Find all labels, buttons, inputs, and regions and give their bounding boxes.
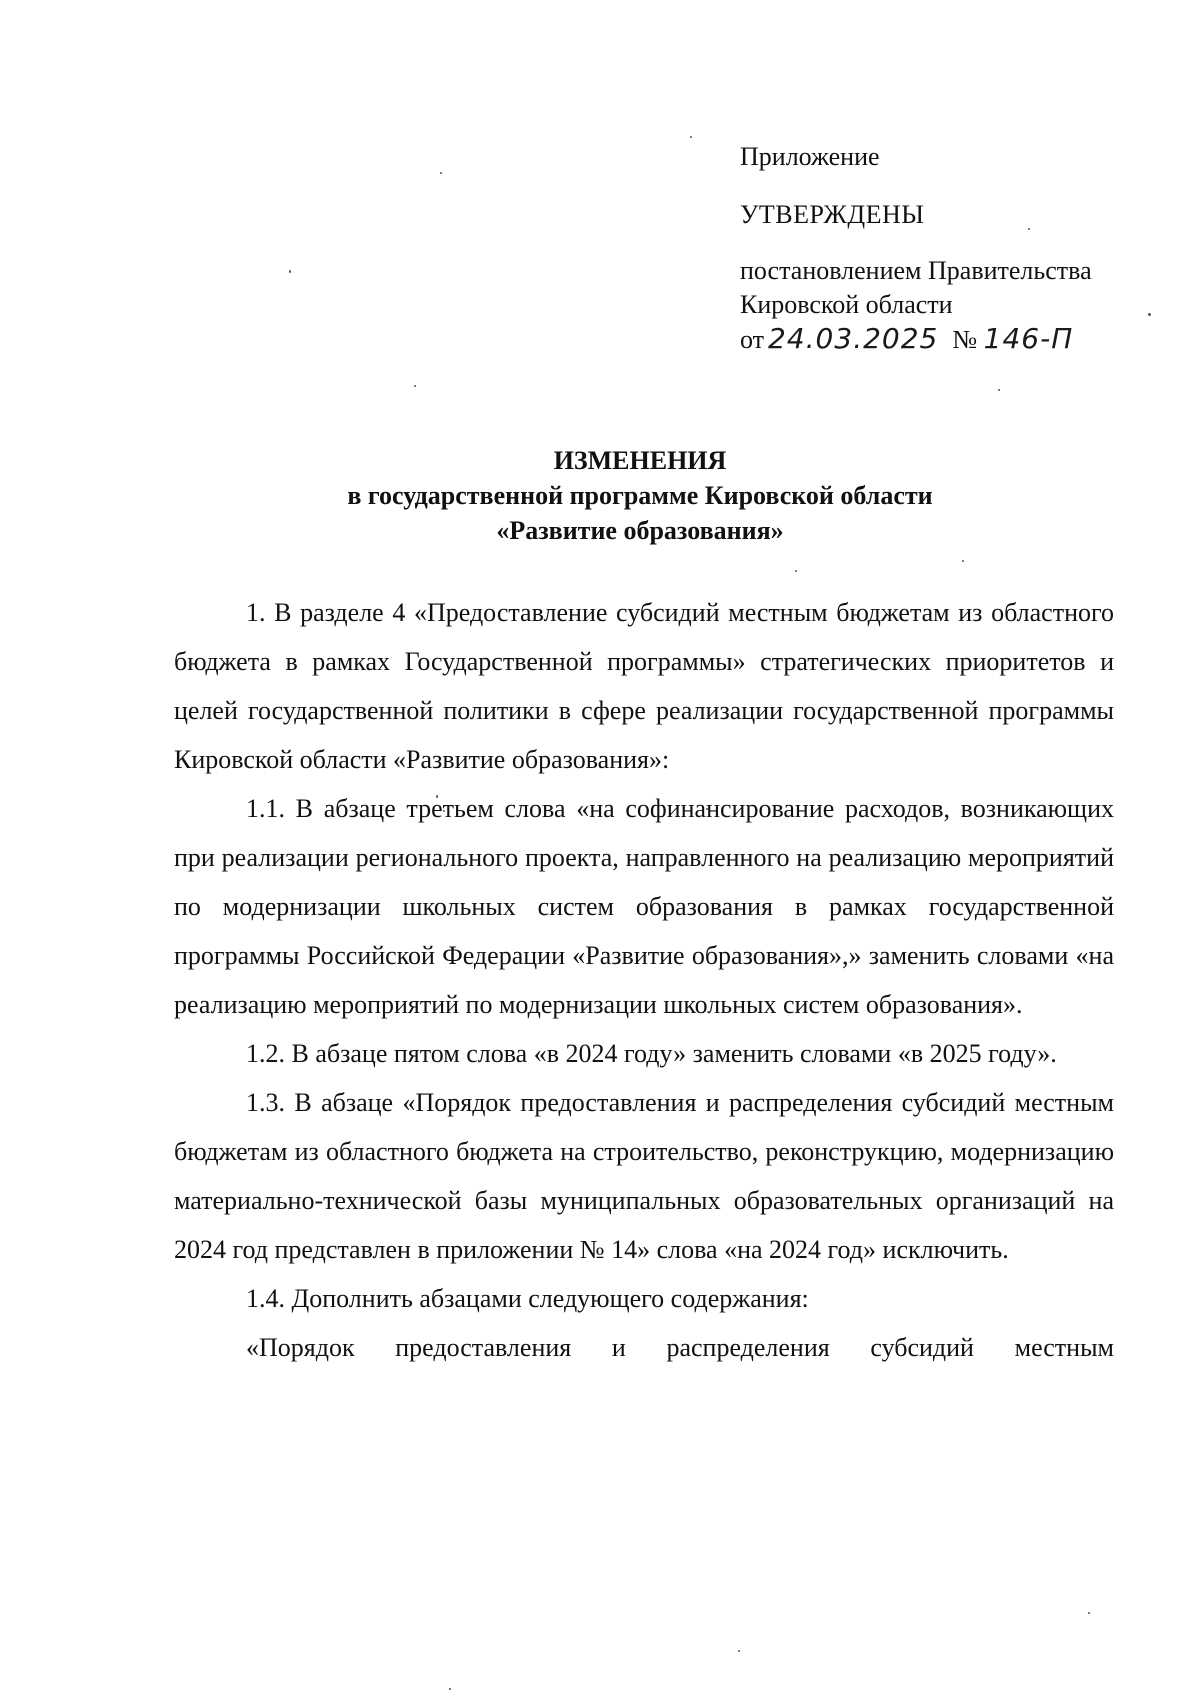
paragraph-1: 1. В разделе 4 «Предоставление субсидий местным бюджетам из областного бюджета в рамках Государственной программы» стратегических приоритетов и целей государственной политики в сфере реализации государственной программы Кировской области «Развитие образования»: xyxy=(174,598,1114,774)
paragraph-1-1: 1.1. В абзаце третьем слова «на софинансирование расходов, возникающих при реализации регионального проекта, направленного на реализацию мероприятий по модернизации школьных систем образования в рамках государственной программы Российской Федерации «Развитие образования»,» заменить словами «на реализацию мероприятий по модернизации школьных систем образования». xyxy=(174,794,1114,1019)
document-body xyxy=(174,588,1114,1372)
resolution-line-2: Кировской области xyxy=(740,290,953,319)
scan-speck xyxy=(440,172,442,174)
paragraph-1-2: 1.2. В абзаце пятом слова «в 2024 году» заменить словами «в 2025 году». xyxy=(246,1039,1057,1068)
title-line-2: в государственной программе Кировской области xyxy=(347,481,933,510)
paragraph-1-3: 1.3. В абзаце «Порядок предоставления и распределения субсидий местным бюджетам из областного бюджета на строительство, реконструкцию, модернизацию материально-технической базы муниципальных образовательных организаций на 2024 год представлен в приложении № 14» слова «на 2024 год» исключить. xyxy=(174,1088,1114,1264)
scan-speck xyxy=(998,389,1000,391)
document-title xyxy=(170,443,1110,548)
handwritten-number: 146-П xyxy=(983,322,1074,355)
scan-speck xyxy=(795,570,797,572)
date-prefix: от xyxy=(740,325,765,354)
approved-label: УТВЕРЖДЕНЫ xyxy=(740,200,925,229)
approval-block xyxy=(740,140,1170,357)
title-line-1: ИЗМЕНЕНИЯ xyxy=(553,446,727,475)
scan-speck xyxy=(414,385,416,387)
appendix-label: Приложение xyxy=(740,142,880,171)
handwritten-date: 24.03.2025 xyxy=(768,322,939,355)
scan-speck xyxy=(690,136,692,138)
paragraph-1-4: 1.4. Дополнить абзацами следующего содержания: xyxy=(246,1284,809,1313)
scan-speck xyxy=(449,1688,451,1690)
scan-speck xyxy=(289,270,291,273)
paragraph-quote-start: «Порядок предоставления и распределения субсидий местным xyxy=(246,1333,1114,1362)
title-line-3: «Развитие образования» xyxy=(496,516,784,545)
scan-speck xyxy=(1088,1612,1090,1614)
resolution-line-1: постановлением Правительства xyxy=(740,256,1092,285)
scan-speck xyxy=(738,1650,740,1652)
number-prefix: № xyxy=(952,325,978,354)
resolution-date-number xyxy=(740,322,1170,357)
scan-speck xyxy=(962,560,964,562)
